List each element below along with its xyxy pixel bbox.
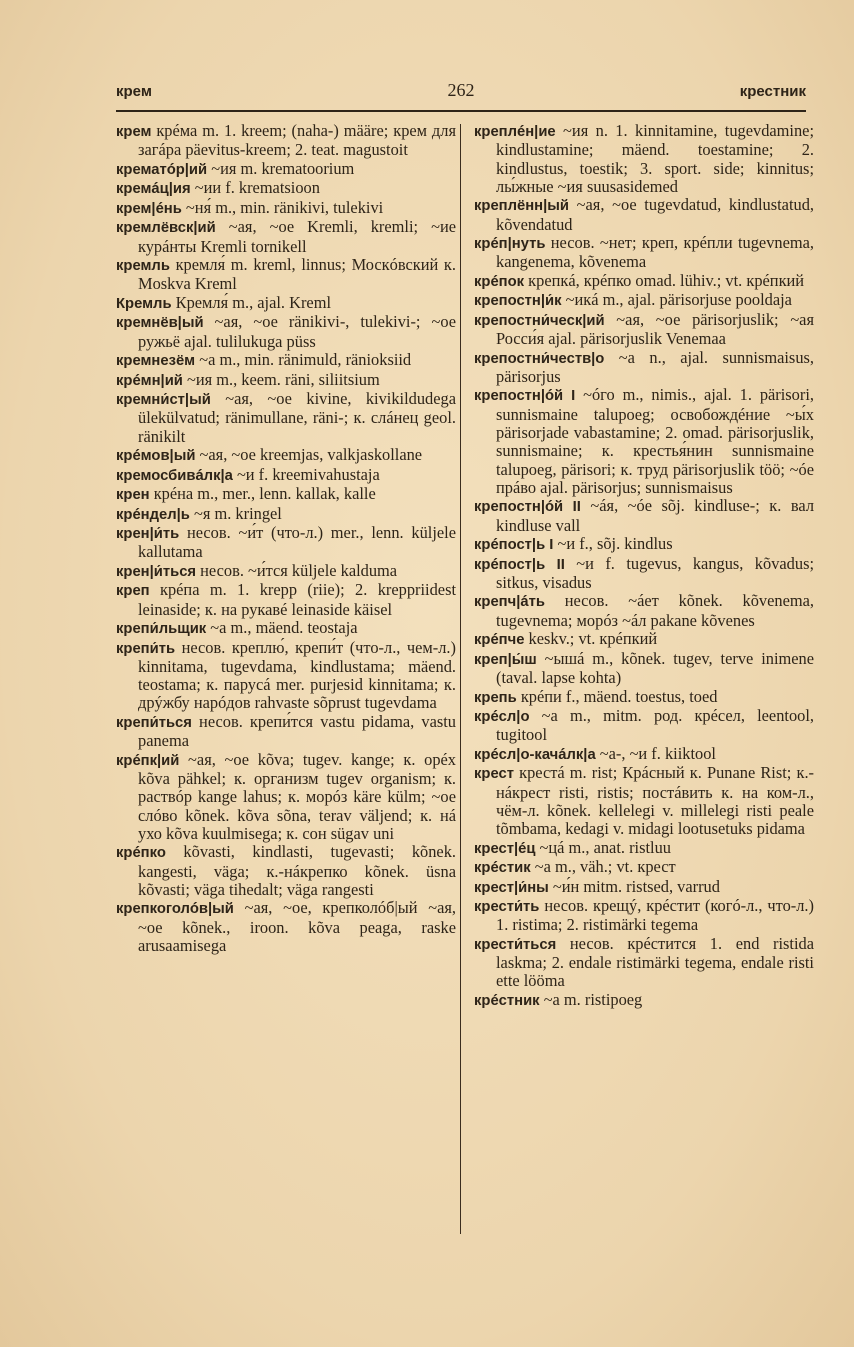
right-column [474,122,814,1010]
dictionary-entry [474,991,814,1010]
dictionary-entry [116,179,456,198]
headword: крен [116,487,150,504]
dictionary-entry [474,764,814,838]
dictionary-entry [116,160,456,179]
dictionary-entry [474,349,814,387]
entry-definition: ~а n., ajal. sunnismaisus, pärisorjus [496,347,814,386]
headword: крести́ть [474,899,540,916]
entry-definition: ~икá m., ajal. pärisorjuse pooldaja [561,290,792,310]
headword: креплéн|ие [474,124,556,140]
headword: кремáц|ия [116,181,191,198]
headword: крепостни́честв|о [474,350,605,367]
dictionary-entry [474,897,814,935]
entry-definition: ~ая, ~ое pärisorjuslik; ~ая Росси́я ajal. pärisorjuslik Venemaa [496,309,814,349]
dictionary-entry [116,581,456,619]
headword: крéпост|ь II [474,556,565,573]
entry-definition: ~ышá m., kõnek. tugev, terve inimene (taval. lapse kohta) [496,648,814,688]
entry-definition: крéма m. 1. kreem; (naha-) määre; крем для загáра päevitus-kreem; 2. teat. magustoit [138,121,456,160]
dictionary-entry [474,839,814,858]
headword: крепкоголóв|ый [116,901,234,918]
entry-definition: ~а m., mitm. род. крéсел, leentool, tugitool [496,706,814,745]
entry-definition: ~а-, ~и f. kiiktool [595,743,716,763]
dictionary-entry [116,466,456,485]
entry-definition: ~ая, ~ое kreemjas, valkjaskollane [195,445,423,465]
entry-definition: ~áя, ~óе sõj. kindluse-; к. вал kindluse vall [496,496,814,535]
dictionary-entry [116,713,456,751]
headword: креплённ|ый [474,198,569,215]
dictionary-entry [116,485,456,504]
dictionary-entry [116,256,456,294]
headword: крем [116,124,152,140]
entry-definition: ~ня́ m., min. ränikivi, tulekivi [181,197,384,217]
entry-definition: kõvasti, kindlasti, tugevasti; kõnek. kangesti, väga; к.-нáкрепко kõnek. üsna kõvasti; väga tihedalt; väga rangesti [138,842,456,899]
headword: крен|и́ться [116,563,197,580]
dictionary-entry [474,535,814,554]
dictionary-entry [474,878,814,897]
headword: крепч|áть [474,594,545,611]
entry-definition: ~ии f. krematsioon [190,178,320,198]
entry-definition: крестá m. rist; Крáсный к. Punane Rist; к.-нáкрест risti, ristis; постáвить к. на ком-л., чём-л. kõnek. kellelegi v. millelegi risti peale tõmbama, kedagi v. midagi lootusetuks pidama [496,763,814,839]
entry-definition: несов. крепи́тся vastu pidama, vastu panema [138,711,456,751]
headword: кремнезём [116,353,196,370]
dictionary-entry [474,291,814,310]
dictionary-entry [116,562,456,581]
entry-definition: ~ая, ~ое kivine, kivikildudega ülekülvatud; ränimullane, räni-; к. слáнец geol. ränikilt [138,389,456,446]
headword: крепи́льщик [116,621,207,638]
dictionary-entry [474,555,814,593]
dictionary-entry [116,619,456,638]
headword: кремлёвск|ий [116,220,216,237]
dictionary-entry [474,386,814,497]
entry-definition: Кремля́ m., ajal. Kreml [171,292,332,312]
headword: крести́ться [474,936,557,953]
dictionary-entry [474,272,814,291]
headword: кремни́ст|ый [116,392,211,409]
headword: Кремль [116,295,172,312]
entry-definition: ~ая, ~ое tugevdatud, kindlustatud, kõvendatud [496,195,814,234]
dictionary-entry [474,745,814,764]
dictionary-entry [116,639,456,713]
headword: крен|и́ть [116,526,180,543]
dictionary-entry [474,234,814,272]
entry-definition: несов. ~и́тся küljele kalduma [196,560,398,580]
entry-definition: несов. креплю́, крепи́т (что-л., чем-л.) kinnitama, tugevdama, kindlustama; mäend. teostama; к. парусá mer. purjesid kinnitama; к. дрýжбу нарóдов rahvaste sõprust tugevdama [138,637,456,713]
dictionary-entry [116,122,456,160]
headword: крéп|нуть [474,236,546,253]
dictionary-entry [474,122,814,196]
headword: крéстник [474,992,540,1009]
headword: крепостн|óй I [474,388,576,405]
dictionary-entry [116,351,456,370]
dictionary-entry [474,858,814,877]
headword: креп [116,583,150,600]
dictionary-entry [474,196,814,234]
entry-definition: ~ая, ~ое, крепколóб|ый ~ая, ~ое kõnek., iroon. kõva peaga, raske arusaamisega [138,898,456,956]
dictionary-entry [474,688,814,707]
entry-definition: ~и f., sõj. kindlus [553,534,673,554]
dictionary-entry [116,294,456,313]
dictionary-entry [474,497,814,535]
dictionary-entry [116,371,456,390]
entry-definition: ~а m., min. ränimuld, ränioksiid [195,350,412,370]
left-column [116,122,456,956]
headword: крепостн|и́к [474,293,562,310]
headword: крем|éнь [116,200,182,217]
dictionary-entry [116,218,456,256]
entry-definition: ~ия m. krematoorium [207,158,355,178]
entry-definition: крéпи f., mäend. toestus, toed [516,686,718,706]
dictionary-entry [116,843,456,899]
dictionary-entry [116,199,456,218]
headword: крéпко [116,845,166,862]
entry-definition: кремля́ m. kreml, linnus; Москóвский к. Moskva Kreml [138,255,456,294]
entry-definition: крéпа m. 1. krepp (riie); 2. kreppriidest leinaside; к. на рукавé leinaside käisel [138,580,456,619]
entry-definition: ~и f. tugevus, kangus, kõvadus; sitkus, visadus [496,553,814,592]
headword: крéндел|ь [116,506,190,523]
page-number: 262 [447,80,475,100]
dictionary-entry [474,630,814,649]
headword: крепи́ть [116,640,176,657]
dictionary-entry [474,650,814,688]
header-rule [116,110,806,112]
entry-definition: ~ия m., keem. räni, siliitsium [182,369,380,389]
entry-definition: ~цá m., anat. ristluu [535,837,671,857]
entry-definition: ~а m., mäend. teostaja [206,618,358,638]
entry-definition: ~ая, ~ое ränikivi-, tulekivi-; ~ое ружьё ajal. tulilukuga püss [138,312,456,351]
entry-definition: ~и́н mitm. ristsed, varrud [548,876,720,896]
dictionary-entry [116,313,456,351]
entry-definition: ~а m., väh.; vt. крест [530,857,676,877]
headword: кремль [116,258,170,275]
column-divider [460,124,461,1234]
headword: крéсл|о-качáлк|а [474,746,596,763]
headword: крéпче [474,632,525,649]
headword: крест|и́ны [474,879,549,896]
headword: крéпк|ий [116,752,180,769]
entry-definition: ~и f. kreemivahustaja [232,464,380,484]
entry-definition: несов. крéстится 1. end ristida laskma; 2. endale ristimärki tegema, endale risti ette lööma [496,933,814,991]
dictionary-entry [116,524,456,562]
headword: крéстик [474,860,531,877]
entry-definition: ~я m. kringel [189,503,282,523]
dictionary-entry [116,751,456,843]
headword: крепостни́ческ|ий [474,312,605,329]
guide-word-right: крестник [739,83,806,100]
page-header [116,78,806,106]
headword: крепи́ться [116,714,192,731]
headword: крепь [474,689,517,706]
dictionary-entry [116,899,456,955]
dictionary-entry [474,311,814,349]
entry-definition: крепкá, крéпко omad. lühiv.; vt. крéпкий [524,270,805,290]
dictionary-entry [116,446,456,465]
dictionary-entry [474,592,814,630]
headword: крéмн|ий [116,372,183,389]
entry-definition: несов. ~нет; креп, крéпли tugevnema, kangenema, kõvenema [496,233,814,272]
headword: креп|ы́ш [474,651,537,668]
entry-definition: несов. ~и́т (что-л.) mer., lenn. küljele kallutama [138,523,456,562]
headword: кремнёв|ый [116,315,204,332]
entry-definition: ~ая, ~ое Kremli, kremli; ~ие курáнты Kremli tornikell [138,217,456,256]
headword: крéпок [474,273,525,290]
headword: кремосбивáлк|а [116,467,233,484]
dictionary-entry [474,935,814,991]
entry-definition: ~óго m., nimis., ajal. 1. pärisori, sunnismaine talupoeg; освобождéние ~ы́х pärisorjade vabastamine; 2. omad. pärisorjuslik, sunnismaine; к. крестья́нин sunnismaine talupoeg, pärisori; к. труд pärisorjuslik töö; ~óе прáво ajal. pärisorjus; sunnismaisus [496,385,814,497]
headword: крематóр|ий [116,161,208,178]
headword: крест [474,766,514,783]
entry-definition: крéна m., mer., lenn. kallak, kalle [149,484,376,504]
entry-definition: ~а m. ristipoeg [539,989,643,1009]
dictionary-entry [116,505,456,524]
guide-word-left: крем [116,83,152,100]
headword: крепостн|óй II [474,499,581,516]
headword: крéсл|о [474,709,530,726]
entry-definition: ~ая, ~ое kõva; tugev. kange; к. орéх kõva pähkel; к. организм tugev organism; к. раствóр kange lahus; к. морóз käre külm; ~ое слóво kõnek. kõva sõna, terav väljend; к. нá ухо kõva kuulmisega; к. сон sügav uni [138,749,456,843]
entry-definition: несов. крещý, крéстит (когó-л., что-л.) 1. ristima; 2. ristimärki tegema [496,896,814,935]
headword: крéмов|ый [116,448,196,465]
headword: крéпост|ь I [474,537,554,554]
dictionary-entry [474,707,814,745]
entry-definition: keskv.; vt. крéпкий [524,629,658,649]
headword: крест|éц [474,840,536,857]
entry-definition: несов. ~áет kõnek. kõvenema, tugevnema; морóз ~áл pakane kõvenes [496,591,814,630]
dictionary-entry [116,390,456,446]
entry-definition: ~ия n. 1. kinnitamine, tugevdamine; kindlustamine; mäend. toestamine; 2. kindlustus, toestik; 3. sport. side; kinnitus; лы́жные ~ия suusasidemed [496,121,814,196]
